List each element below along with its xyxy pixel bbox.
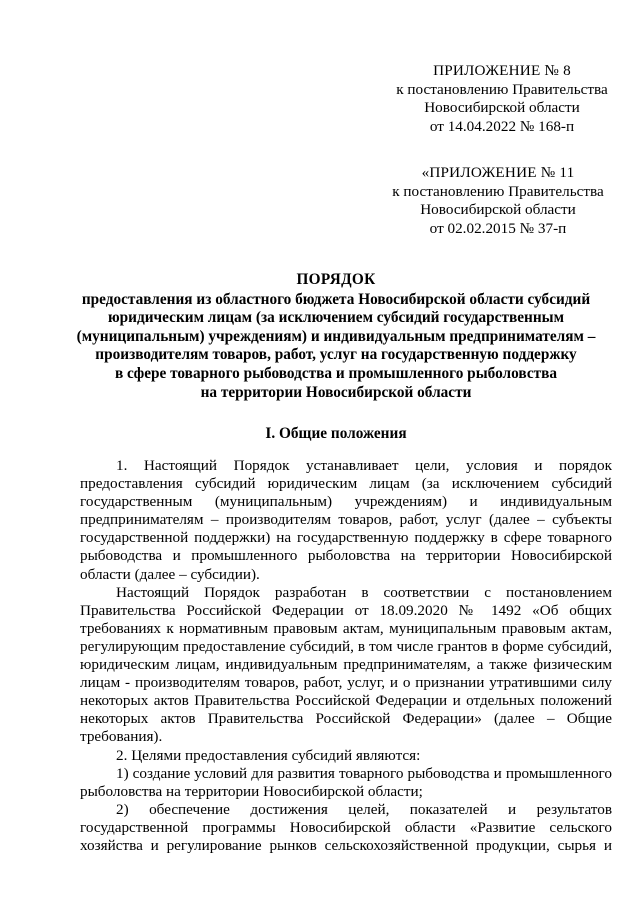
body-line: хозяйства и регулирование рынков сельскохозяйственной продукции, сырья и [80, 836, 612, 854]
appendix-date-number: от 14.04.2022 № 168-п [429, 118, 575, 136]
body-line: предпринимателям – производителям товаров, работ, услуг (далее – субъекты [80, 511, 612, 529]
appendix-line: Новосибирской области [420, 201, 576, 219]
appendix-line: к постановлению Правительства [392, 182, 604, 200]
body-line: лицам - производителям товаров, работ, услуг, и о признании утратившими силу [80, 674, 612, 692]
body-text [80, 457, 612, 855]
body-line: государственным (муниципальным) учреждениям) и индивидуальным [80, 493, 612, 511]
section-heading: I. Общие положения [265, 425, 407, 442]
body-line: некоторых актов Правительства Российской Федерации» (далее – Общие [80, 710, 612, 728]
body-line: 1) создание условий для развития товарного рыбоводства и промышленного [116, 764, 612, 782]
title-line: производителям товаров, работ, услуг на государственную поддержку [95, 346, 577, 364]
title-line: юридическим лицам (за исключением субсидий государственным [107, 309, 565, 327]
appendix-heading: «ПРИЛОЖЕНИЕ № 11 [421, 164, 575, 181]
body-line: 2) обеспечение достижения целей, показателей и результатов [116, 800, 612, 818]
body-line: юридическим лицам, индивидуальным предпринимателям, а также физическим [80, 656, 612, 674]
body-line: Правительства Российской Федерации от 18.09.2020 № 1492 «Об общих [80, 601, 612, 619]
body-line: государственной поддержки) на государственную поддержку в сфере товарного [80, 529, 612, 547]
body-line: рыбоводства и промышленного рыболовства на территории Новосибирской [80, 547, 612, 565]
body-line: регулирующим предоставление субсидий, в том числе грантов в форме субсидий, [80, 637, 612, 655]
body-line: Настоящий Порядок разработан в соответствии с постановлением [116, 583, 612, 601]
appendix-header-current [372, 62, 632, 137]
title-line: (муниципальным) учреждениям) и индивидуальным предпринимателям – [76, 327, 596, 345]
appendix-line: Новосибирской области [424, 99, 580, 117]
appendix-heading: ПРИЛОЖЕНИЕ № 8 [433, 62, 571, 79]
body-line: области (далее – субсидии). [80, 565, 260, 583]
body-line: 1. Настоящий Порядок устанавливает цели, условия и порядок [116, 457, 612, 474]
body-line: требованиях к нормативным правовым актам, муниципальным правовым актам, [80, 619, 612, 637]
body-line: рыболовства на территории Новосибирской области; [80, 782, 423, 800]
title-main: ПОРЯДОК [296, 271, 376, 288]
title-line: на территории Новосибирской области [200, 383, 472, 401]
document-title [60, 271, 612, 402]
body-line: государственной программы Новосибирской области «Развитие сельского [80, 818, 612, 836]
appendix-date-number: от 02.02.2015 № 37-п [429, 220, 567, 238]
body-line: требования). [80, 728, 163, 746]
title-line: предоставления из областного бюджета Новосибирской области субсидий [81, 290, 591, 308]
appendix-line: к постановлению Правительства [396, 80, 608, 98]
body-line: 2. Целями предоставления субсидий являются: [116, 746, 421, 764]
body-line: некоторых актов Правительства Российской Федерации и отдельных положений [80, 692, 612, 710]
appendix-header-original [368, 164, 628, 239]
title-line: в сфере товарного рыбоводства и промышленного рыболовства [114, 364, 558, 382]
body-line: предоставления субсидий юридическим лицам (за исключением субсидий [80, 475, 612, 493]
